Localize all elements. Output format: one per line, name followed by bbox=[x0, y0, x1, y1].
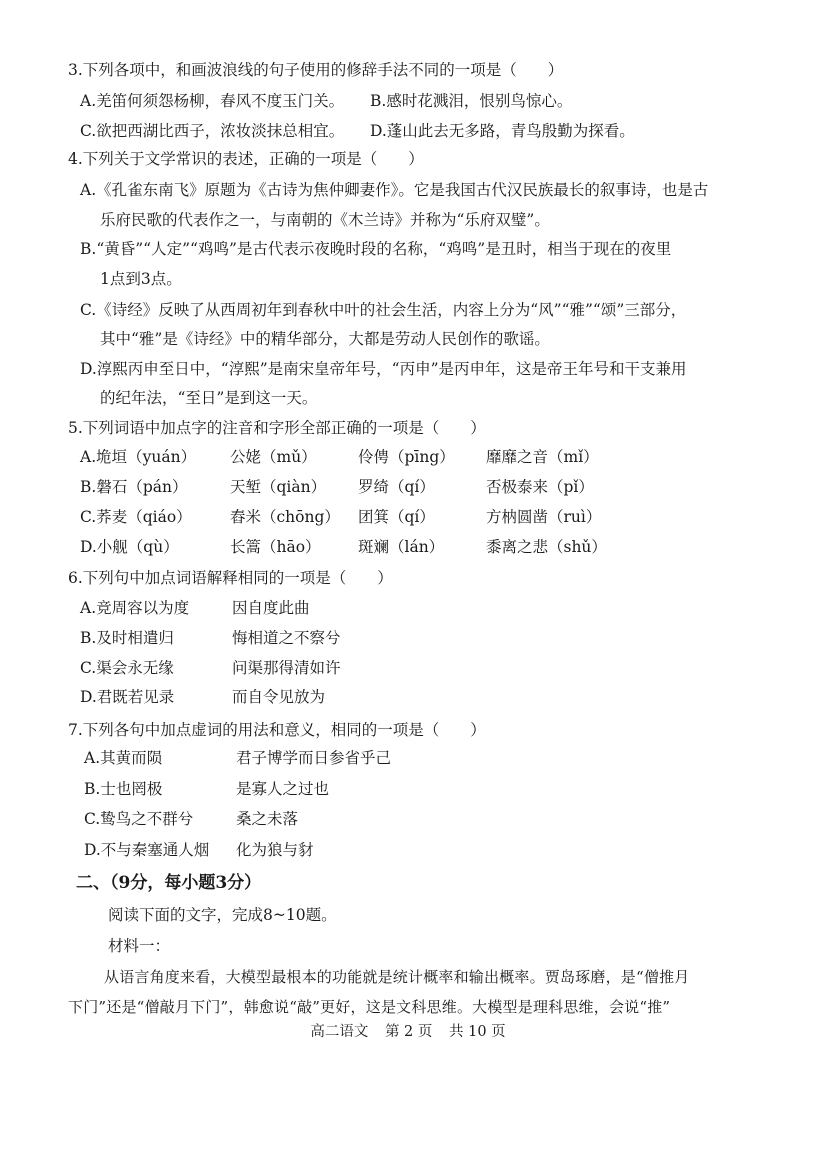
page-footer bbox=[0, 1022, 816, 1042]
q4-option-c-line1: C.《诗经》反映了从西周初年到春秋中叶的社会生活，内容上分为“风”“雅”“颂”三部分， bbox=[80, 301, 687, 319]
q5-d-item-3: 斑斓（lán） bbox=[358, 538, 445, 556]
q6-a-right: 因自度此曲 bbox=[232, 599, 310, 617]
q5-option-a bbox=[80, 447, 646, 467]
q6-d-left: D.君既若见录 bbox=[80, 688, 175, 706]
q5-option-d bbox=[80, 537, 646, 557]
q3-option-c: C.欲把西湖比西子，浓妆淡抹总相宜。 bbox=[80, 122, 345, 140]
material-1-label: 材料一： bbox=[108, 937, 171, 955]
q5-d-item-2: 长篙（hāo） bbox=[230, 538, 321, 556]
q6-option-a bbox=[80, 598, 310, 618]
q5-b-item-4: 否极泰来（pǐ） bbox=[486, 478, 594, 496]
q4-option-c-line2: 其中“雅”是《诗经》中的精华部分，大都是劳动人民创作的歌谣。 bbox=[100, 330, 550, 348]
q5-c-item-4: 方枘圆凿（ruì） bbox=[486, 508, 602, 526]
q3-option-a: A.羌笛何须怨杨柳，春风不度玉门关。 bbox=[80, 92, 345, 110]
q7-stem: 7.下列各句中加点虚词的用法和意义，相同的一项是（ ） bbox=[68, 721, 486, 739]
section-2-instruction: 阅读下面的文字，完成8~10题。 bbox=[108, 906, 337, 924]
q4-option-a-line2: 乐府民歌的代表作之一，与南朝的《木兰诗》并称为“乐府双璧”。 bbox=[100, 211, 550, 229]
material-1-paragraph-line2: 下门”还是“僧敲月下门”，韩愈说“敲”更好，这是文科思维。大模型是理科思维，会说“推” bbox=[68, 998, 671, 1016]
q6-b-left: B.及时相遣归 bbox=[80, 629, 174, 647]
q5-b-item-1: B.磐石（pán） bbox=[80, 478, 188, 496]
q7-a-left: A.其黄而陨 bbox=[84, 749, 163, 767]
q4-option-b-line2: 1点到3点。 bbox=[100, 270, 182, 288]
q7-d-right: 化为狼与豺 bbox=[236, 841, 314, 859]
q5-d-item-4: 黍离之悲（shǔ） bbox=[486, 538, 607, 556]
q5-a-item-2: 公姥（mǔ） bbox=[230, 448, 317, 466]
q4-option-d-line1: D.淳熙丙申至日中，“淳熙”是南宋皇帝年号，“丙申”是丙申年，这是帝王年号和干支兼用 bbox=[80, 360, 687, 378]
q6-a-left: A.竞周容以为度 bbox=[80, 599, 190, 617]
q7-a-right: 君子博学而日参省乎己 bbox=[236, 749, 392, 767]
q5-b-item-3: 罗绮（qí） bbox=[358, 478, 435, 496]
q7-b-left: B.士也罔极 bbox=[84, 780, 163, 798]
q5-a-item-3: 伶俜（pīng） bbox=[358, 448, 455, 466]
q6-option-c bbox=[80, 658, 341, 678]
material-1-paragraph-line1: 从语言角度来看，大模型最根本的功能就是统计概率和输出概率。贾岛琢磨，是“僧推月 bbox=[104, 968, 690, 986]
q7-d-left: D.不与秦塞通人烟 bbox=[84, 841, 210, 859]
footer-subject: 高二语文 bbox=[310, 1024, 369, 1040]
q5-option-c bbox=[80, 507, 646, 527]
q5-a-item-4: 靡靡之音（mǐ） bbox=[486, 448, 599, 466]
q7-b-right: 是寡人之过也 bbox=[236, 780, 330, 798]
q6-c-right: 问渠那得清如许 bbox=[232, 659, 341, 677]
q3-stem: 3.下列各项中，和画波浪线的句子使用的修辞手法不同的一项是（ ） bbox=[68, 61, 564, 79]
q3-option-b: B.感时花溅泪，恨别鸟惊心。 bbox=[370, 92, 573, 110]
q3-option-d: D.蓬山此去无多路，青鸟殷勤为探看。 bbox=[370, 122, 635, 140]
q4-option-a-line1: A.《孔雀东南飞》原题为《古诗为焦仲卿妻作》。它是我国古代汉民族最长的叙事诗，也是古 bbox=[80, 181, 709, 199]
q5-c-item-1: C.荞麦（qiáo） bbox=[80, 508, 192, 526]
q7-c-right: 桑之未落 bbox=[236, 810, 299, 828]
q5-d-item-1: D.小舰（qù） bbox=[80, 538, 179, 556]
q6-d-right: 而自令见放为 bbox=[232, 688, 326, 706]
q6-stem: 6.下列句中加点词语解释相同的一项是（ ） bbox=[68, 569, 393, 587]
q6-option-b bbox=[80, 628, 341, 648]
q4-option-d-line2: 的纪年法，“至日”是到这一天。 bbox=[100, 389, 318, 407]
q5-c-item-2: 舂米（chōng） bbox=[230, 508, 340, 526]
q7-option-c bbox=[84, 809, 298, 829]
footer-page-number: 第 2 页 bbox=[384, 1024, 433, 1040]
q6-b-right: 悔相道之不察兮 bbox=[232, 629, 341, 647]
q6-c-left: C.渠会永无缘 bbox=[80, 659, 174, 677]
q4-option-b-line1: B.“黄昏”“人定”“鸡鸣”是古代表示夜晚时段的名称，“鸡鸣”是丑时，相当于现在的夜里 bbox=[80, 240, 672, 258]
q4-stem: 4.下列关于文学常识的表述，正确的一项是（ ） bbox=[68, 150, 424, 168]
q5-c-item-3: 团箕（qí） bbox=[358, 508, 435, 526]
q7-option-b bbox=[84, 779, 329, 799]
q5-a-item-1: A.垝垣（yuán） bbox=[80, 448, 197, 466]
q7-c-left: C.鸷鸟之不群兮 bbox=[84, 810, 194, 828]
q5-b-item-2: 天堑（qiàn） bbox=[230, 478, 327, 496]
q6-option-d bbox=[80, 687, 325, 707]
q7-option-d bbox=[84, 840, 314, 860]
q5-option-b bbox=[80, 477, 646, 497]
footer-total-pages: 共 10 页 bbox=[449, 1024, 506, 1040]
q7-option-a bbox=[84, 748, 391, 768]
q5-stem: 5.下列词语中加点字的注音和字形全部正确的一项是（ ） bbox=[68, 419, 486, 437]
section-2-title: 二、（9分，每小题3分） bbox=[76, 873, 262, 893]
